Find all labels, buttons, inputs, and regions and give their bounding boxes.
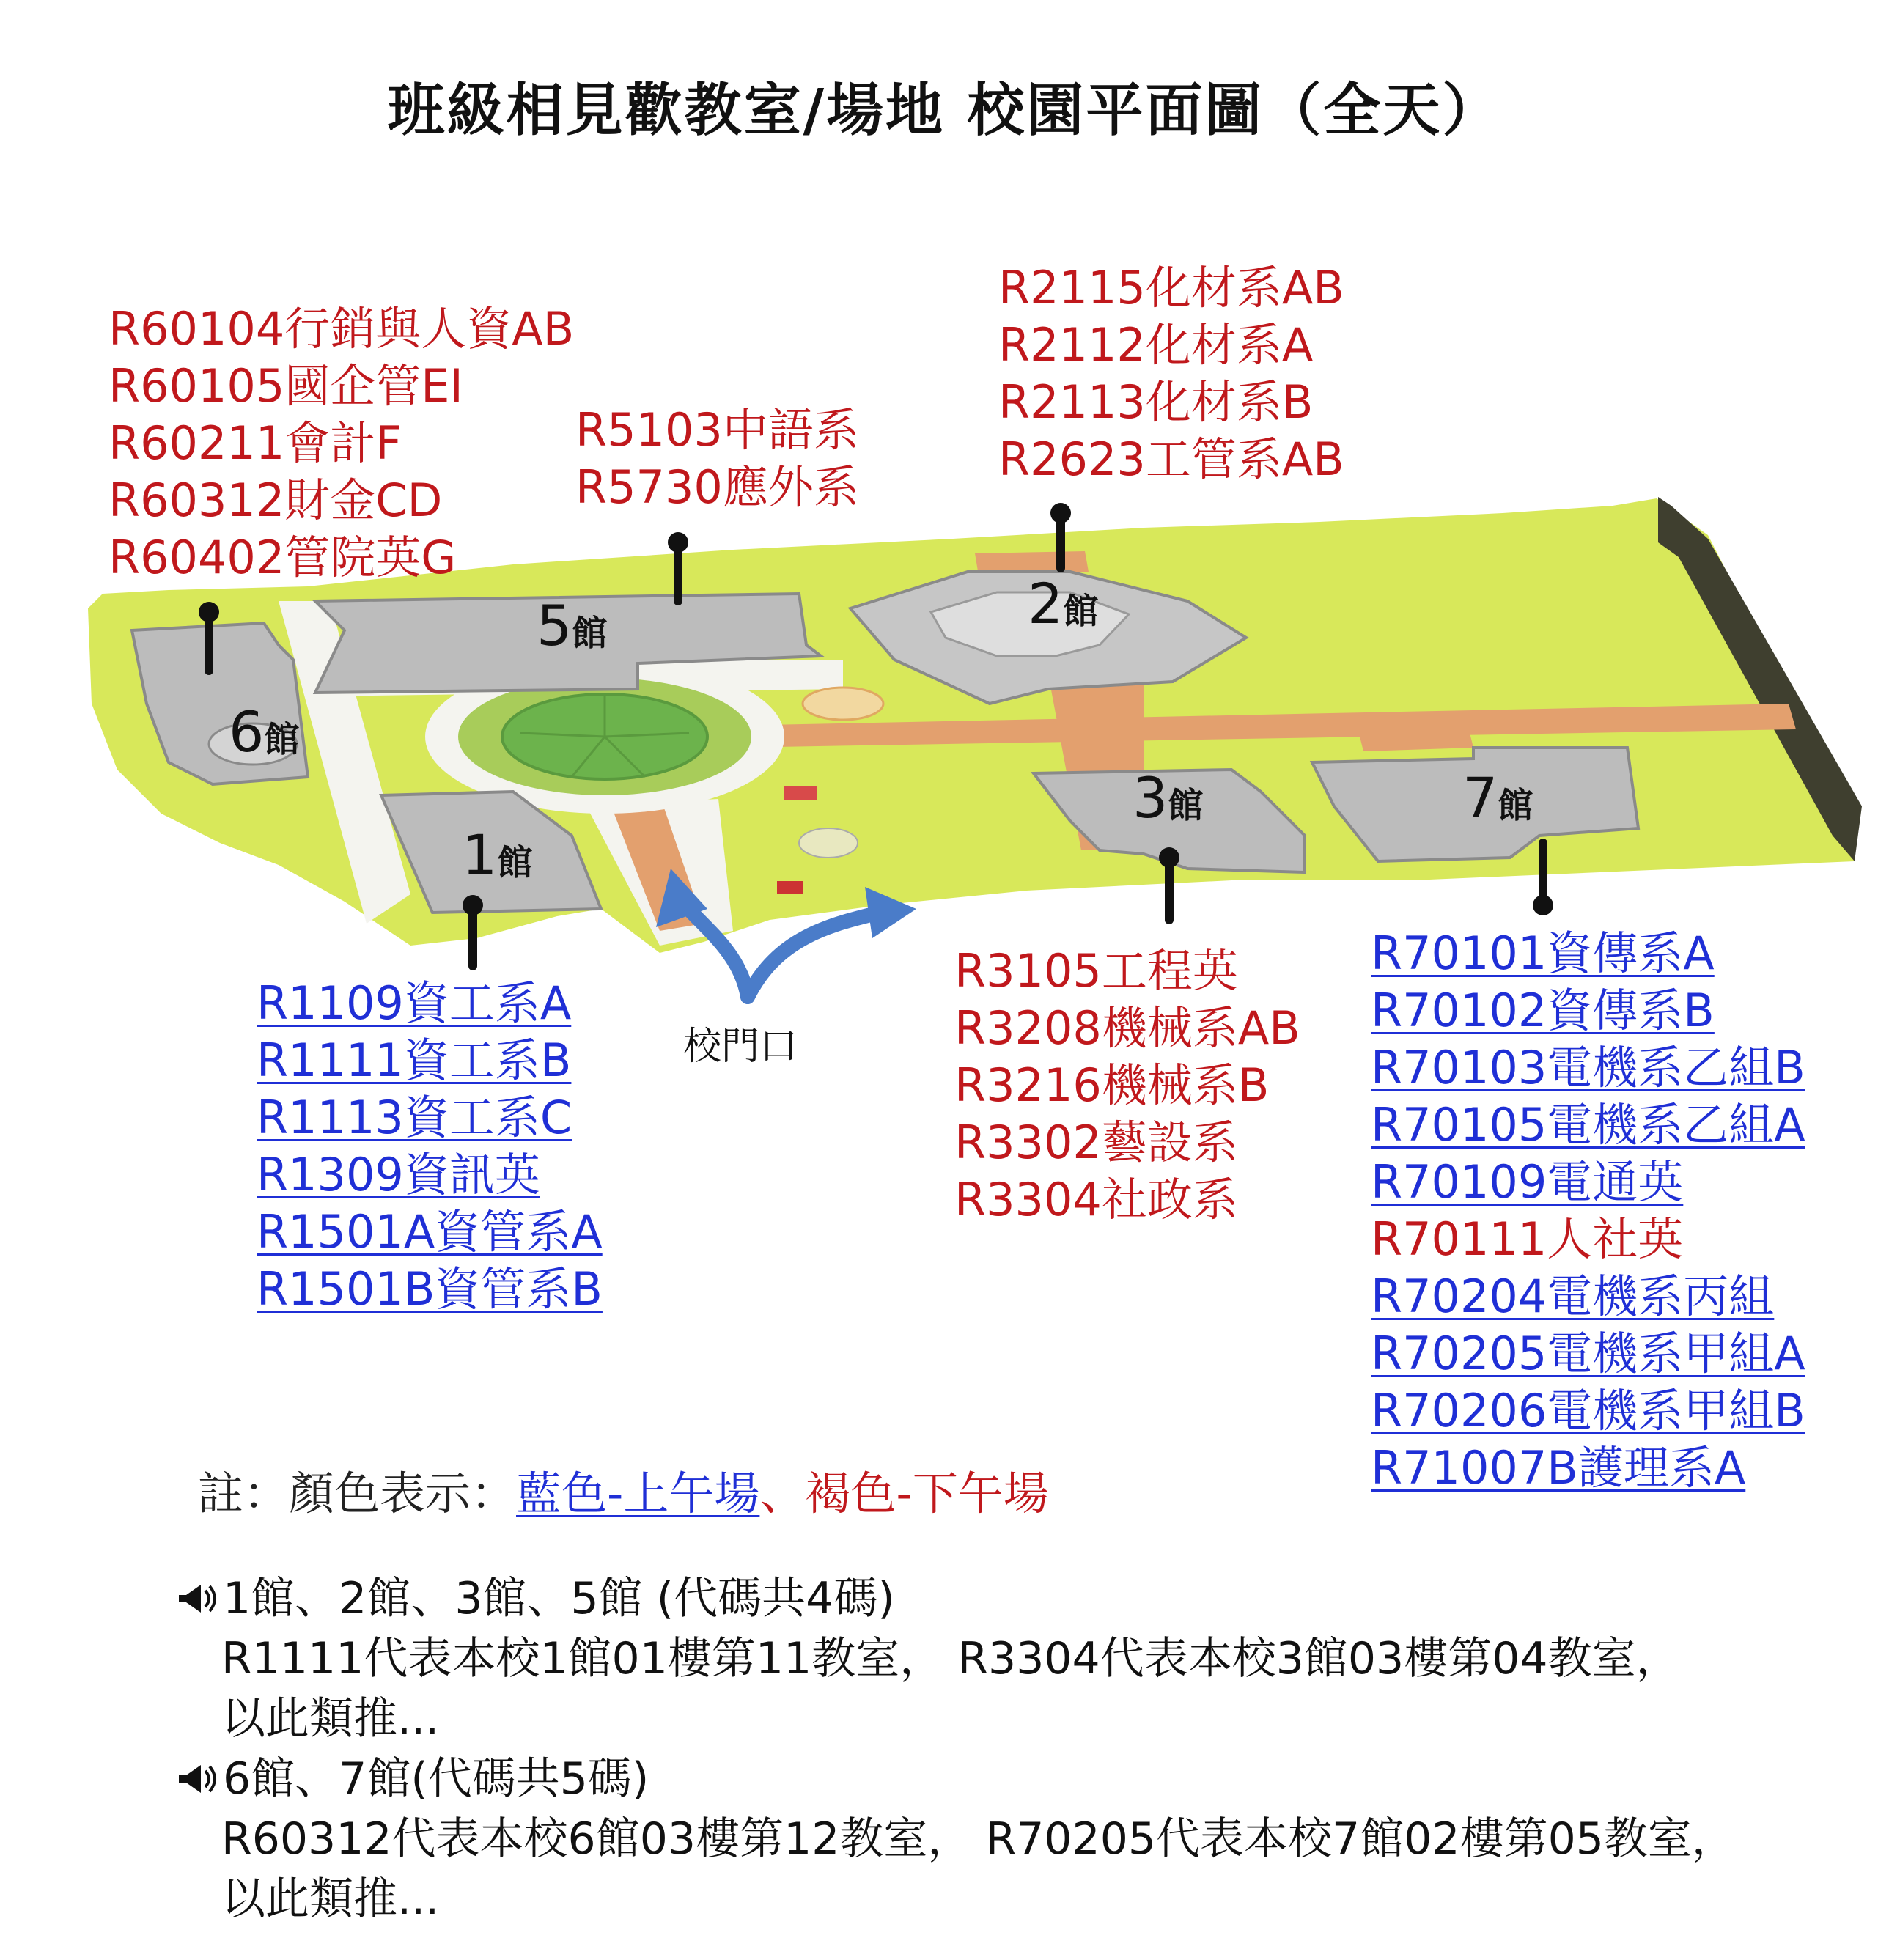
room-link[interactable]: R70101資傳系A xyxy=(1371,926,1715,980)
room-label: R60211會計F xyxy=(108,416,402,470)
building-2-room-list xyxy=(998,259,1344,488)
rule-line: 以此類推... xyxy=(221,1874,440,1925)
building-5-room-list xyxy=(575,402,859,516)
room-link[interactable]: R70102資傳系B xyxy=(1371,984,1715,1037)
building-number: 6 xyxy=(229,699,265,765)
building-number: 5 xyxy=(537,593,572,658)
building-suffix: 館 xyxy=(1063,591,1099,632)
room-link[interactable]: R70205電機系甲組A xyxy=(1371,1327,1805,1380)
rule-line: 以此類推... xyxy=(221,1693,440,1745)
gate-arrow-right xyxy=(748,913,880,997)
room-label: R60105國企管EI xyxy=(108,359,463,413)
gate-sign-small xyxy=(777,881,803,894)
room-link[interactable]: R1113資工系C xyxy=(257,1091,572,1144)
marker-dot xyxy=(1533,895,1553,915)
marker-dot xyxy=(668,532,688,553)
marker-dot xyxy=(1159,847,1179,868)
room-label: R60104行銷與人資AB xyxy=(108,302,575,355)
room-label: R3302藝設系 xyxy=(954,1116,1238,1169)
gate-sign xyxy=(784,786,817,800)
marker-dot xyxy=(199,602,219,622)
building-suffix: 館 xyxy=(572,613,608,654)
garden-pond xyxy=(803,688,883,720)
megaphone-icon xyxy=(176,1580,218,1617)
building-suffix: 館 xyxy=(497,842,533,883)
room-label: R3216機械系B xyxy=(954,1058,1270,1112)
page-title: 班級相見歡教室/場地 校園平面圖（全天） xyxy=(387,78,1502,144)
room-link[interactable]: R70206電機系甲組B xyxy=(1371,1384,1805,1437)
marker-dot xyxy=(463,895,483,915)
legend-pm-label: 褐色-下午場 xyxy=(805,1467,1049,1520)
building-suffix: 館 xyxy=(264,719,300,760)
rule-heading-text: 6館、7館(代碼共5碼) xyxy=(223,1753,649,1805)
note-prefix: 註：顏色表示： xyxy=(198,1467,517,1520)
note-separator: 、 xyxy=(759,1467,806,1520)
room-link[interactable]: R71007B護理系A xyxy=(1371,1441,1746,1495)
rule-heading xyxy=(176,1749,1736,1809)
room-link[interactable]: R70103電機系乙組B xyxy=(1371,1041,1805,1094)
room-code-rules xyxy=(176,1569,1736,1929)
building-6-room-list xyxy=(108,301,574,586)
building-1-room-list xyxy=(257,975,603,1318)
megaphone-icon xyxy=(176,1761,218,1797)
room-link[interactable]: R70105電機系乙組A xyxy=(1371,1098,1805,1152)
building-3-room-list xyxy=(954,943,1300,1228)
legend-am-link[interactable]: 藍色-上午場 xyxy=(516,1467,760,1520)
rule-line: R60312代表本校6館03樓第12教室， R70205代表本校7館02樓第05教室， xyxy=(221,1813,1736,1865)
room-label: R3105工程英 xyxy=(954,944,1238,998)
building-number: 1 xyxy=(462,822,498,888)
rule-line: R1111代表本校1館01樓第11教室， R3304代表本校3館03樓第04教室， xyxy=(221,1633,1680,1684)
room-label: R2623工管系AB xyxy=(998,432,1344,486)
rule-heading xyxy=(176,1569,1736,1629)
path-east xyxy=(1356,718,1473,751)
room-link[interactable]: R70204電機系丙組 xyxy=(1371,1270,1775,1323)
rule-heading-text: 1館、2館、3館、5館 (代碼共4碼) xyxy=(223,1573,895,1624)
gate-emblem xyxy=(799,828,858,858)
color-legend-note xyxy=(198,1457,1049,1522)
building-suffix: 館 xyxy=(1498,785,1533,826)
marker-dot xyxy=(1050,503,1071,523)
room-label: R2115化材系AB xyxy=(998,261,1344,314)
gate-label: 校門口 xyxy=(683,1025,798,1069)
room-link[interactable]: R1501A資管系A xyxy=(257,1205,603,1259)
room-label: R60312財金CD xyxy=(108,474,443,527)
building-7-room-list xyxy=(1371,925,1805,1497)
building-number: 3 xyxy=(1133,765,1168,830)
room-label: R5730應外系 xyxy=(575,460,859,514)
room-label: R2113化材系B xyxy=(998,375,1314,429)
room-link[interactable]: R1501B資管系B xyxy=(257,1262,603,1316)
room-link[interactable]: R70109電通英 xyxy=(1371,1155,1684,1209)
building-suffix: 館 xyxy=(1168,785,1204,826)
room-label: R3208機械系AB xyxy=(954,1001,1300,1055)
room-label: R70111人社英 xyxy=(1371,1212,1684,1266)
building-number: 2 xyxy=(1028,571,1064,636)
room-label: R5103中語系 xyxy=(575,403,859,457)
room-label: R3304社政系 xyxy=(954,1173,1238,1226)
room-label: R2112化材系A xyxy=(998,318,1314,372)
room-link[interactable]: R1111資工系B xyxy=(257,1034,572,1087)
room-link[interactable]: R1109資工系A xyxy=(257,976,572,1030)
room-label: R60402管院英G xyxy=(108,531,457,584)
building-number: 7 xyxy=(1462,765,1498,830)
room-link[interactable]: R1309資訊英 xyxy=(257,1148,540,1201)
